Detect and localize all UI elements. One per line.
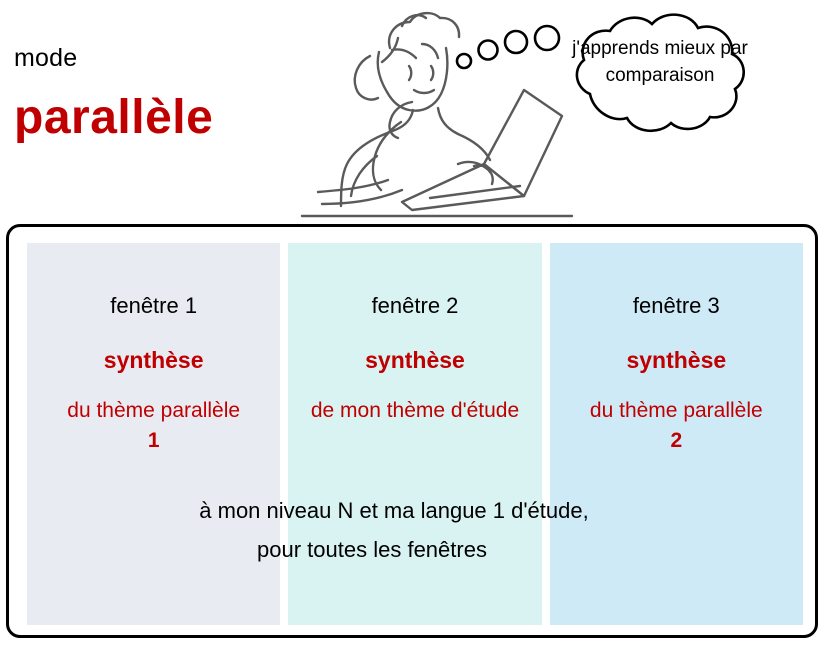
column-1-synthesis: synthèse — [103, 347, 204, 373]
column-fenetre-2[interactable] — [288, 243, 541, 625]
column-3-title: fenêtre 3 — [632, 293, 720, 318]
columns-container — [27, 243, 803, 625]
column-fenetre-1[interactable] — [27, 243, 280, 625]
thought-bubble-text: j'apprends mieux par comparaison — [572, 38, 748, 86]
footer-note-line-1: à mon niveau N et ma langue 1 d'étude, — [199, 498, 589, 523]
column-1-number: 1 — [147, 429, 160, 453]
header — [0, 0, 829, 222]
column-3-subtitle — [550, 396, 803, 457]
column-3-subtitle-text: du thème parallèle — [589, 399, 763, 422]
footer-note-line-2: pour toutes les fenêtres — [257, 536, 487, 562]
column-1-title: fenêtre 1 — [110, 293, 198, 318]
windows-panel — [6, 224, 818, 638]
column-3-number: 2 — [670, 429, 683, 453]
thought-bubble-icon — [440, 8, 820, 173]
column-fenetre-3[interactable] — [550, 243, 803, 625]
column-1-subtitle — [27, 396, 280, 457]
column-1-subtitle-text: du thème parallèle — [67, 399, 241, 422]
page-title: parallèle — [14, 91, 214, 144]
column-2-synthesis: synthèse — [365, 347, 465, 373]
column-2-title: fenêtre 2 — [371, 293, 459, 318]
mode-label: mode — [14, 44, 78, 72]
column-2-subtitle: de mon thème d'étude — [310, 399, 520, 422]
column-3-synthesis: synthèse — [626, 347, 727, 373]
